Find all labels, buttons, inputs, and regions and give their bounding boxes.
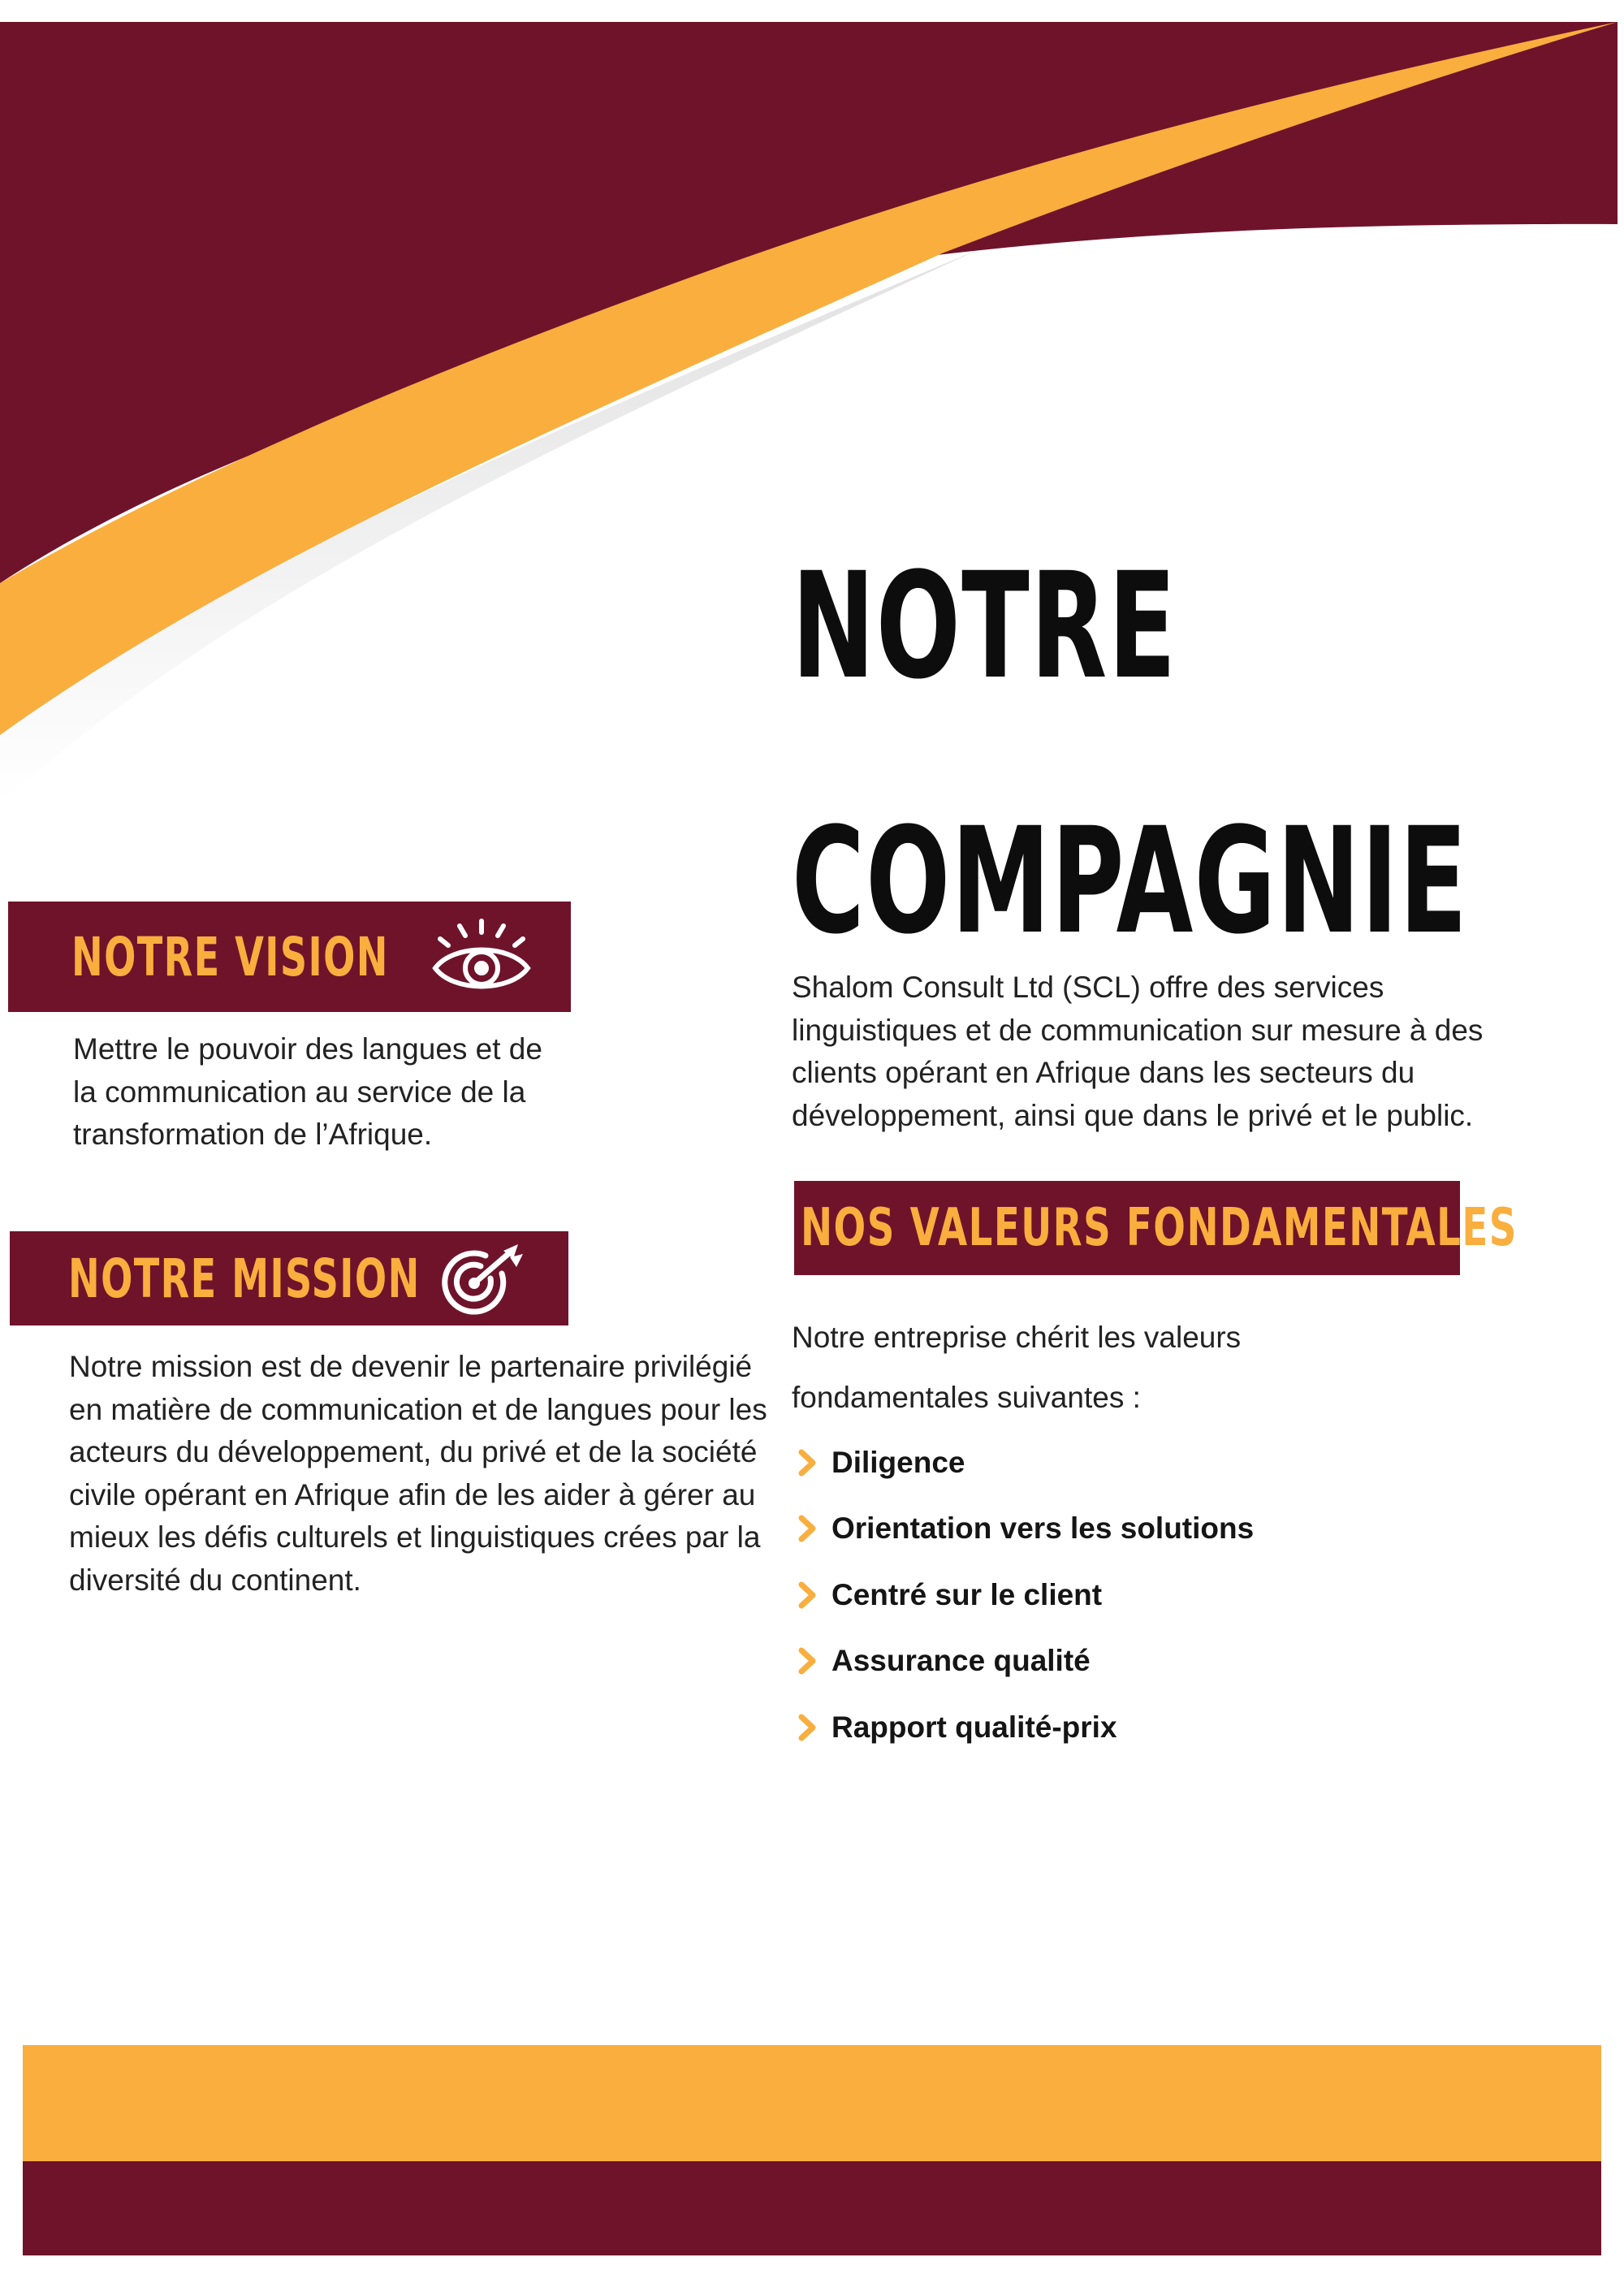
vision-title: NOTRE VISION xyxy=(71,925,389,988)
value-item xyxy=(797,1628,1254,1695)
company-intro: Shalom Consult Ltd (SCL) offre des services linguistiques et de communication sur mesure à des clients opérant en Afrique dans les secteurs du développement, ainsi que dans le privé et le public. xyxy=(792,971,1484,1132)
value-label: Orientation vers les solutions xyxy=(831,1511,1255,1546)
page-title xyxy=(792,499,1468,1010)
vision-text: Mettre le pouvoir des langues et de la communication au service de la transformation de l’Afrique. xyxy=(73,1032,542,1151)
value-label: Diligence xyxy=(831,1445,965,1479)
mission-text: Notre mission est de devenir le partenaire privilégié en matière de communication et de langues pour les acteurs du développement, du privé et de la société civile opérant en Afrique afin de les aider à gérer au mieux les défis culturels et linguistiques crées par la diversité du continent. xyxy=(69,1350,767,1597)
chevron-right-icon xyxy=(797,1448,818,1477)
values-banner xyxy=(794,1181,1518,1275)
mission-title: NOTRE MISSION xyxy=(68,1247,421,1310)
value-item xyxy=(797,1694,1254,1761)
bottom-gold-stripe xyxy=(23,2045,1601,2161)
bottom-burgundy-stripe xyxy=(23,2161,1601,2255)
values-list xyxy=(797,1429,1254,1761)
chevron-right-icon xyxy=(797,1514,818,1543)
value-label: Rapport qualité-prix xyxy=(831,1710,1117,1744)
value-item xyxy=(797,1429,1254,1496)
value-label: Assurance qualité xyxy=(831,1644,1091,1678)
chevron-right-icon xyxy=(797,1713,818,1742)
value-label: Centré sur le client xyxy=(831,1577,1103,1611)
title-line-1: NOTRE xyxy=(792,542,1177,711)
target-icon xyxy=(438,1243,526,1317)
chevron-right-icon xyxy=(797,1581,818,1610)
value-item xyxy=(797,1562,1254,1628)
values-title: NOS VALEURS FONDAMENTALES xyxy=(801,1198,1518,1258)
chevron-right-icon xyxy=(797,1646,818,1676)
eye-icon xyxy=(429,916,534,997)
title-line-2: COMPAGNIE xyxy=(792,797,1469,967)
values-intro: Notre entreprise chérit les valeurs fondamentales suivantes : xyxy=(792,1321,1242,1414)
value-item xyxy=(797,1496,1254,1563)
